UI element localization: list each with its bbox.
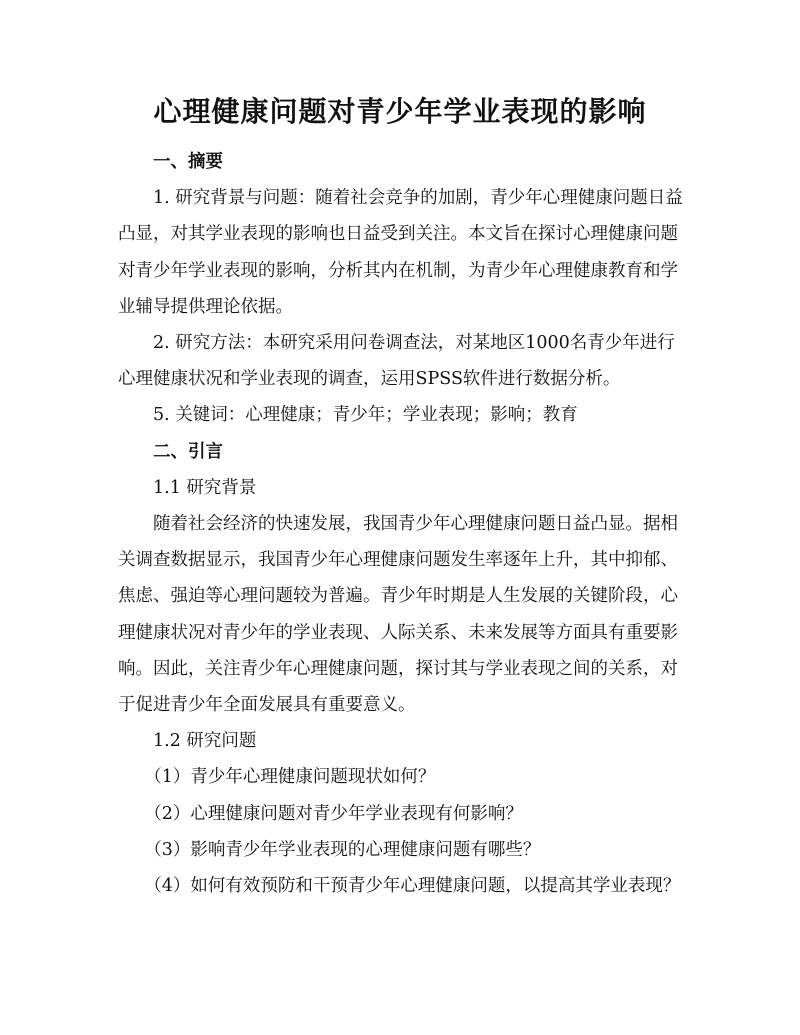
subsection-heading-questions: 1.2 研究问题 <box>153 731 257 752</box>
abstract-paragraph-method: 2. 研究方法：本研究采用问卷调查法，对某地区1000名青少年进行心理健康状况和学业表现的调查，运用SPSS软件进行数据分析。 <box>118 333 675 390</box>
research-question: （3）影响青少年学业表现的心理健康问题有哪些？ <box>144 839 541 860</box>
research-question: （2）心理健康问题对青少年学业表现有何影响？ <box>144 803 523 824</box>
research-question: （4）如何有效预防和干预青少年心理健康问题，以提高其学业表现？ <box>144 876 681 897</box>
section-heading-abstract: 一、摘要 <box>153 152 223 172</box>
research-question: （1）青少年心理健康问题现状如何？ <box>144 767 436 788</box>
section-heading-introduction: 二、引言 <box>153 441 223 462</box>
abstract-paragraph-keywords: 5. 关键词：心理健康；青少年；学业表现；影响；教育 <box>153 405 578 426</box>
document-body <box>118 144 684 904</box>
subsection-heading-background: 1.1 研究背景 <box>153 477 257 498</box>
introduction-paragraph: 随着社会经济的快速发展，我国青少年心理健康问题日益凸显。据相关调查数据显示，我国青少年心理健康问题发生率逐年上升，其中抑郁、焦虑、强迫等心理问题较为普遍。青少年时期是人生发展的关键阶段，心理健康状况对青少年的学业表现、人际关系、未来发展等方面具有重要影响。因此，关注青少年心理健康问题，探讨其与学业表现之间的关系，对于促进青少年全面发展具有重要意义。 <box>118 514 678 716</box>
document-title: 心理健康问题对青少年学业表现的影响 <box>153 95 647 128</box>
abstract-paragraph-background: 1. 研究背景与问题：随着社会竞争的加剧，青少年心理健康问题日益凸显，对其学业表现的影响也日益受到关注。本文旨在探讨心理健康问题对青少年学业表现的影响，分析其内在机制，为青少年心理健康教育和学业辅导提供理论依据。 <box>118 188 683 317</box>
